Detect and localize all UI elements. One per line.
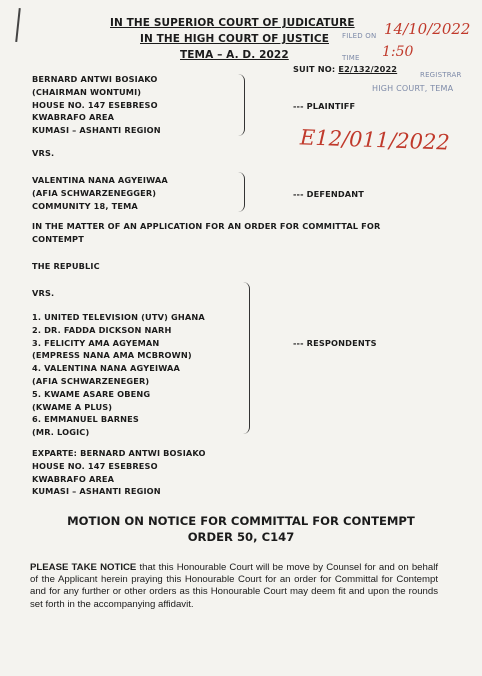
respondents-role: --- RESPONDENTS: [293, 338, 377, 348]
matter-line2: CONTEMPT: [32, 233, 84, 244]
notice-body: that this Honourable Court will be move by Counsel for and on behalf of the Applicant herein praying this Honourable Court for an order for Committal for Contempt and for any further or other orders as this Honourable Court may deem fit and upon the rounds set forth in the accompanying affidavit.: [30, 562, 438, 610]
defendant-role: --- DEFENDANT: [293, 189, 364, 199]
stamp-time-value: 1:50: [382, 44, 414, 60]
suit-number-value: E2/132/2022: [338, 64, 398, 74]
respondents-block: [32, 311, 205, 439]
handwritten-suit-number: E12/011/2022: [299, 125, 451, 155]
plaintiff-line: (CHAIRMAN WONTUMI): [32, 86, 142, 97]
defendant-brace: [238, 172, 245, 212]
exparte-line: KUMASI – ASHANTI REGION: [32, 486, 161, 497]
plaintiff-block: [32, 73, 161, 137]
plaintiff-role: --- PLAINTIFF: [293, 101, 356, 111]
respondent-line: (MR. LOGIC): [32, 427, 90, 438]
stamp-registrar-label: REGISTRAR: [420, 71, 462, 79]
respondent-line: 5. KWAME ASARE OBENG: [32, 388, 151, 399]
stamp-court-name: HIGH COURT, TEMA: [372, 84, 454, 93]
respondent-line: (EMPRESS NANA AMA MCBROWN): [32, 350, 192, 361]
plaintiff-line: BERNARD ANTWI BOSIAKO: [32, 74, 158, 84]
matter-line1: IN THE MATTER OF AN APPLICATION FOR AN ORDER FOR COMMITTAL FOR: [32, 221, 381, 231]
motion-order: ORDER 50, C147: [187, 530, 295, 544]
matter-block: [32, 220, 381, 246]
margin-mark: [15, 8, 20, 42]
defendant-line: VALENTINA NANA AGYEIWAA: [32, 175, 168, 185]
suit-number: [293, 64, 397, 74]
stamp-time-label: TIME: [342, 54, 360, 62]
stamp-filed-date: 14/10/2022: [384, 20, 471, 38]
defendant-line: (AFIA SCHWARZENEGGER): [32, 187, 157, 198]
respondent-line: 1. UNITED TELEVISION (UTV) GHANA: [32, 312, 205, 322]
plaintiff-line: KWABRAFO AREA: [32, 112, 115, 123]
exparte-line: EXPARTE: BERNARD ANTWI BOSIAKO: [32, 448, 206, 458]
motion-title: MOTION ON NOTICE FOR COMMITTAL FOR CONTEMPT: [67, 514, 415, 528]
exparte-line: KWABRAFO AREA: [32, 473, 115, 484]
defendant-line: COMMUNITY 18, TEMA: [32, 200, 138, 211]
respondent-line: 4. VALENTINA NANA AGYEIWAA: [32, 363, 181, 374]
respondent-line: 3. FELICITY AMA AGYEMAN: [32, 337, 160, 348]
respondents-brace: [243, 282, 250, 434]
suit-number-label: SUIT NO:: [293, 64, 336, 74]
court-header-line2: IN THE HIGH COURT OF JUSTICE: [140, 33, 329, 45]
republic-label: THE REPUBLIC: [32, 261, 100, 271]
versus-label-2: VRS.: [32, 288, 55, 298]
court-stamp: [342, 20, 471, 100]
court-header-line3: TEMA – A. D. 2022: [180, 49, 289, 61]
respondent-line: 2. DR. FADDA DICKSON NARH: [32, 324, 172, 335]
plaintiff-brace: [238, 74, 245, 136]
versus-label: VRS.: [32, 148, 55, 158]
court-header-line1: IN THE SUPERIOR COURT OF JUDICATURE: [110, 17, 355, 29]
defendant-block: [32, 174, 168, 212]
plaintiff-line: KUMASI – ASHANTI REGION: [32, 125, 161, 136]
respondent-line: 6. EMMANUEL BARNES: [32, 414, 139, 425]
exparte-line: HOUSE NO. 147 ESEBRESO: [32, 460, 158, 471]
notice-paragraph: [30, 562, 438, 611]
exparte-block: [32, 447, 206, 498]
respondent-line: (AFIA SCHWARZENEGER): [32, 375, 150, 386]
respondent-line: (KWAME A PLUS): [32, 401, 113, 412]
stamp-filed-label: FILED ON: [342, 32, 377, 40]
notice-lead: PLEASE TAKE NOTICE: [30, 562, 137, 573]
plaintiff-line: HOUSE NO. 147 ESEBRESO: [32, 99, 158, 110]
